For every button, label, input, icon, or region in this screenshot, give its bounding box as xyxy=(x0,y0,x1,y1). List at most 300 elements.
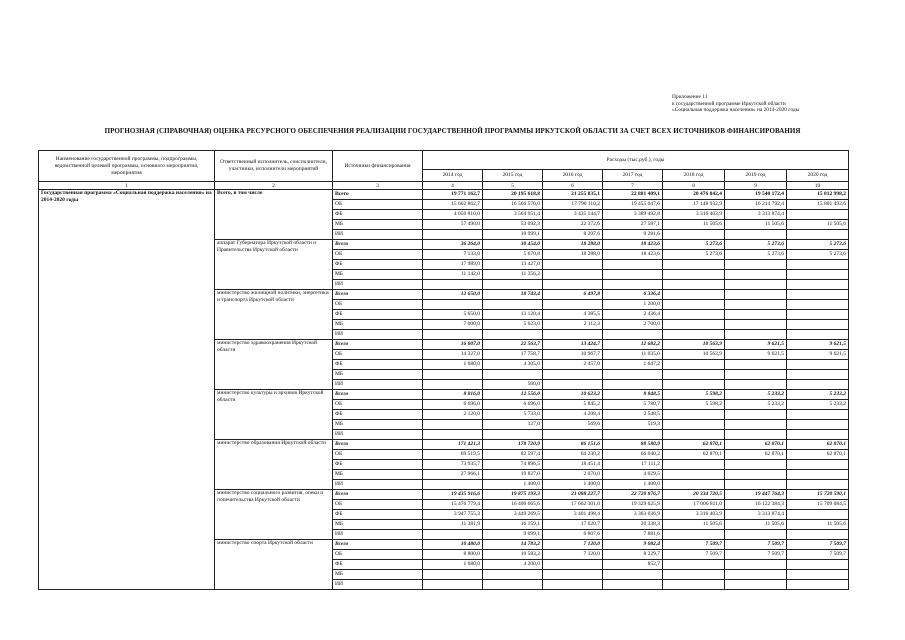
amount-cell xyxy=(725,470,787,480)
amount-cell xyxy=(603,380,663,390)
amount-cell xyxy=(787,480,849,490)
source-cell: МБ xyxy=(333,470,423,480)
amount-cell: 21 255 835,1 xyxy=(543,190,603,200)
amount-cell: 6 696,0 xyxy=(423,400,483,410)
amount-cell xyxy=(423,300,483,310)
amount-cell: 5 273,6 xyxy=(663,250,725,260)
amount-cell xyxy=(663,560,725,570)
amount-cell: 10 480,0 xyxy=(423,540,483,550)
amount-cell xyxy=(663,330,725,340)
amount-cell xyxy=(787,260,849,270)
amount-cell xyxy=(725,260,787,270)
amount-cell xyxy=(725,290,787,300)
header-year: 2019 год xyxy=(725,170,787,182)
amount-cell xyxy=(787,530,849,540)
amount-cell xyxy=(423,230,483,240)
amount-cell xyxy=(663,260,725,270)
amount-cell xyxy=(543,280,603,290)
amount-cell xyxy=(543,570,603,580)
amount-cell xyxy=(725,300,787,310)
source-cell: МБ xyxy=(333,370,423,380)
source-cell: ФБ xyxy=(333,560,423,570)
amount-cell: 19 447 764,3 xyxy=(725,490,787,500)
source-cell: ФБ xyxy=(333,460,423,470)
source-cell: МБ xyxy=(333,320,423,330)
amount-cell: 4 385,5 xyxy=(543,310,603,320)
source-cell: Всего xyxy=(333,490,423,500)
amount-cell xyxy=(725,330,787,340)
amount-cell xyxy=(787,370,849,380)
amount-cell xyxy=(543,430,603,440)
amount-cell: 1 400,0 xyxy=(543,480,603,490)
column-index: 10 xyxy=(787,182,849,190)
amount-cell: 127,0 xyxy=(483,420,543,430)
amount-cell xyxy=(663,460,725,470)
amount-cell: 1 400,0 xyxy=(603,480,663,490)
header-executor-column: Ответственный исполнитель, соисполнители, участники, исполнители мероприятий xyxy=(215,151,333,182)
source-cell: ФБ xyxy=(333,310,423,320)
amount-cell: 5 733,0 xyxy=(483,410,543,420)
amount-cell xyxy=(423,580,483,590)
amount-cell: 18 288,0 xyxy=(543,250,603,260)
amount-cell: 10 967,7 xyxy=(543,350,603,360)
appendix-line: к государственной программе Иркутской области xyxy=(672,100,786,107)
executor-cell: министерство здравоохранения Иркутской области xyxy=(215,340,333,390)
amount-cell: 5 598,2 xyxy=(663,390,725,400)
amount-cell xyxy=(787,230,849,240)
amount-cell: 519,3 xyxy=(603,420,663,430)
amount-cell: 4 029,5 xyxy=(603,470,663,480)
amount-cell xyxy=(787,210,849,220)
amount-cell: 15 709 084,5 xyxy=(787,500,849,510)
amount-cell: 8 207,6 xyxy=(543,230,603,240)
source-cell: Всего xyxy=(333,240,423,250)
amount-cell: 16 566 576,0 xyxy=(483,200,543,210)
amount-cell: 20 195 618,8 xyxy=(483,190,543,200)
amount-cell xyxy=(543,300,603,310)
amount-cell: 5 233,2 xyxy=(725,400,787,410)
amount-cell: 17 620,7 xyxy=(543,520,603,530)
amount-cell: 10 563,9 xyxy=(663,340,725,350)
source-cell: ОБ xyxy=(333,450,423,460)
amount-cell: 4 200,0 xyxy=(483,560,543,570)
amount-cell xyxy=(543,560,603,570)
amount-cell: 21 088 227,7 xyxy=(543,490,603,500)
executor-cell: министерство образования Иркутской области xyxy=(215,440,333,490)
amount-cell xyxy=(787,580,849,590)
amount-cell: 1 200,0 xyxy=(603,300,663,310)
amount-cell: 73 935,7 xyxy=(423,460,483,470)
amount-cell xyxy=(663,430,725,440)
amount-cell xyxy=(603,580,663,590)
amount-cell: 5 273,6 xyxy=(663,240,725,250)
amount-cell: 8 848,5 xyxy=(603,390,663,400)
source-cell: ИИ xyxy=(333,280,423,290)
amount-cell: 2 457,0 xyxy=(543,360,603,370)
amount-cell: 18 743,4 xyxy=(483,290,543,300)
amount-cell: 13 427,0 xyxy=(483,260,543,270)
appendix-note xyxy=(672,94,799,114)
amount-cell: 22 372,6 xyxy=(543,220,603,230)
amount-cell: 62 870,1 xyxy=(787,450,849,460)
amount-cell: 16 400 665,6 xyxy=(483,500,543,510)
amount-cell: 11 505,6 xyxy=(787,220,849,230)
amount-cell xyxy=(787,300,849,310)
amount-cell xyxy=(725,380,787,390)
amount-cell: 17 148 932,9 xyxy=(663,200,725,210)
amount-cell: 62 870,1 xyxy=(663,450,725,460)
amount-cell: 14 327,0 xyxy=(423,350,483,360)
amount-cell: 5 273,6 xyxy=(725,250,787,260)
amount-cell xyxy=(725,280,787,290)
amount-cell xyxy=(725,530,787,540)
amount-cell: 1 680,0 xyxy=(423,560,483,570)
amount-cell xyxy=(663,530,725,540)
amount-cell xyxy=(603,280,663,290)
amount-cell xyxy=(483,430,543,440)
amount-cell: 17 758,7 xyxy=(483,350,543,360)
amount-cell: 6 336,4 xyxy=(603,290,663,300)
amount-cell: 17 006 811,0 xyxy=(663,500,725,510)
source-cell: ФБ xyxy=(333,360,423,370)
amount-cell: 15 801 492,6 xyxy=(787,200,849,210)
amount-cell: 15 812 998,2 xyxy=(787,190,849,200)
amount-cell: 16 159,1 xyxy=(483,520,543,530)
amount-cell xyxy=(787,330,849,340)
amount-cell: 9 099,1 xyxy=(483,530,543,540)
amount-cell xyxy=(787,410,849,420)
amount-cell: 10 563,9 xyxy=(663,350,725,360)
executor-cell: Всего, в том числе xyxy=(215,190,333,240)
amount-cell xyxy=(725,360,787,370)
amount-cell xyxy=(663,570,725,580)
amount-cell: 7 509,7 xyxy=(725,540,787,550)
amount-cell: 5 845,2 xyxy=(543,400,603,410)
amount-cell: 17 111,2 xyxy=(603,460,663,470)
amount-cell: 74 896,5 xyxy=(483,460,543,470)
amount-cell: 19 540 172,4 xyxy=(725,190,787,200)
amount-cell: 19 827,0 xyxy=(483,470,543,480)
amount-cell: 4 208,4 xyxy=(543,410,603,420)
amount-cell: 7 000,0 xyxy=(423,320,483,330)
source-cell: ИИ xyxy=(333,530,423,540)
amount-cell xyxy=(725,370,787,380)
amount-cell: 8 229,7 xyxy=(603,550,663,560)
amount-cell: 20 334 720,5 xyxy=(663,490,725,500)
amount-cell: 82 597,4 xyxy=(483,450,543,460)
program-name-cell: Государственная программа «Социальная поддержка населения» на 2014-2020 годы xyxy=(39,190,215,590)
amount-cell: 14 783,2 xyxy=(483,540,543,550)
source-cell: ИИ xyxy=(333,480,423,490)
amount-cell: 15 662 862,7 xyxy=(423,200,483,210)
source-cell: МБ xyxy=(333,570,423,580)
amount-cell xyxy=(787,570,849,580)
amount-cell: 10 999,1 xyxy=(483,230,543,240)
header-year: 2017 год xyxy=(603,170,663,182)
amount-cell: 62 870,1 xyxy=(787,440,849,450)
amount-cell xyxy=(483,300,543,310)
amount-cell: 11 505,6 xyxy=(725,520,787,530)
amount-cell: 5 598,2 xyxy=(663,400,725,410)
amount-cell xyxy=(603,430,663,440)
amount-cell: 12 556,0 xyxy=(483,390,543,400)
amount-cell xyxy=(603,260,663,270)
amount-cell: 16 214 792,4 xyxy=(725,200,787,210)
source-cell: ИИ xyxy=(333,230,423,240)
amount-cell xyxy=(725,580,787,590)
amount-cell: 4 050 810,0 xyxy=(423,210,483,220)
amount-cell xyxy=(483,580,543,590)
amount-cell: 7 509,7 xyxy=(725,550,787,560)
amount-cell: 2 700,0 xyxy=(603,320,663,330)
amount-cell xyxy=(663,320,725,330)
amount-cell: 62 870,1 xyxy=(663,440,725,450)
source-cell: Всего xyxy=(333,390,423,400)
amount-cell xyxy=(543,260,603,270)
amount-cell xyxy=(725,230,787,240)
amount-cell: 66 040,2 xyxy=(603,450,663,460)
amount-cell: 18 423,6 xyxy=(603,250,663,260)
amount-cell: 15 720 590,1 xyxy=(787,490,849,500)
amount-cell: 17 662 301,0 xyxy=(543,500,603,510)
source-cell: ИИ xyxy=(333,430,423,440)
column-index: 2 xyxy=(215,182,333,190)
amount-cell: 5 233,2 xyxy=(787,400,849,410)
budget-table xyxy=(38,150,849,590)
amount-cell xyxy=(543,580,603,590)
amount-cell: 13 120,4 xyxy=(483,310,543,320)
source-cell: ОБ xyxy=(333,400,423,410)
executor-cell: министерство социального развития, опеки и попечительства Иркутской области xyxy=(215,490,333,540)
header-year: 2016 год xyxy=(543,170,603,182)
amount-cell xyxy=(663,300,725,310)
amount-cell: 3 947 755,3 xyxy=(423,510,483,520)
amount-cell xyxy=(787,470,849,480)
amount-cell xyxy=(423,370,483,380)
amount-cell xyxy=(543,270,603,280)
executor-cell: министерство жилищной политики, энергетики и транспорта Иркутской области xyxy=(215,290,333,340)
amount-cell: 62 870,1 xyxy=(725,440,787,450)
amount-cell: 5 273,6 xyxy=(725,240,787,250)
amount-cell: 2 436,4 xyxy=(603,310,663,320)
amount-cell: 9 281,6 xyxy=(603,230,663,240)
amount-cell xyxy=(787,430,849,440)
amount-cell xyxy=(725,430,787,440)
amount-cell xyxy=(423,280,483,290)
amount-cell: 7 509,7 xyxy=(663,540,725,550)
column-index: 7 xyxy=(603,182,663,190)
amount-cell: 6 696,0 xyxy=(483,400,543,410)
document-title: ПРОГНОЗНАЯ (СПРАВОЧНАЯ) ОЦЕНКА РЕСУРСНОГО ОБЕСПЕЧЕНИЯ РЕАЛИЗАЦИИ ГОСУДАРСТВЕННОЙ ПРОГРАММЫ ИРКУТСКОЙ ОБЛАСТИ ЗА СЧЕТ ВСЕХ ИСТОЧНИКОВ ФИНАНСИРОВАНИЯ xyxy=(104,127,801,135)
amount-cell xyxy=(603,330,663,340)
source-cell: Всего xyxy=(333,190,423,200)
amount-cell xyxy=(663,480,725,490)
amount-cell: 171 421,3 xyxy=(423,440,483,450)
amount-cell: 5 650,0 xyxy=(423,310,483,320)
amount-cell: 9 621,5 xyxy=(725,350,787,360)
amount-cell xyxy=(663,380,725,390)
source-cell: МБ xyxy=(333,420,423,430)
amount-cell: 11 035,0 xyxy=(603,350,663,360)
amount-cell: 9 621,5 xyxy=(787,340,849,350)
source-cell: МБ xyxy=(333,220,423,230)
appendix-line: «Социальная поддержка населения» на 2014-2020 годы xyxy=(672,107,800,114)
amount-cell xyxy=(725,270,787,280)
amount-cell: 9 621,5 xyxy=(725,340,787,350)
amount-cell: 19 771 162,7 xyxy=(423,190,483,200)
amount-cell xyxy=(663,310,725,320)
amount-cell: 7 509,7 xyxy=(663,550,725,560)
amount-cell: 3 313 874,4 xyxy=(725,210,787,220)
amount-cell: 11 505,6 xyxy=(663,220,725,230)
amount-cell: 7 133,0 xyxy=(423,250,483,260)
amount-cell: 69 519,5 xyxy=(423,450,483,460)
source-cell: ОБ xyxy=(333,200,423,210)
source-cell: ФБ xyxy=(333,410,423,420)
amount-cell: 7 881,6 xyxy=(603,530,663,540)
header-expenses: Расходы (тыс.руб.), годы xyxy=(423,151,849,170)
amount-cell: 7 509,7 xyxy=(787,550,849,560)
source-cell: ФБ xyxy=(333,510,423,520)
column-index: 6 xyxy=(543,182,603,190)
amount-cell xyxy=(543,330,603,340)
amount-cell: 7 120,0 xyxy=(543,540,603,550)
amount-cell: 12 682,2 xyxy=(603,340,663,350)
amount-cell: 7 120,0 xyxy=(543,550,603,560)
amount-cell: 19 435 916,6 xyxy=(423,490,483,500)
amount-cell: 11 505,6 xyxy=(787,520,849,530)
amount-cell: 9 082,4 xyxy=(603,540,663,550)
amount-cell: 57 490,0 xyxy=(423,220,483,230)
amount-cell: 2 120,0 xyxy=(423,410,483,420)
amount-cell: 3 316 403,9 xyxy=(663,210,725,220)
amount-cell: 18 423,6 xyxy=(603,240,663,250)
table-body xyxy=(39,190,849,590)
amount-cell xyxy=(787,320,849,330)
amount-cell: 20 338,3 xyxy=(603,520,663,530)
amount-cell xyxy=(423,430,483,440)
amount-cell: 5 273,6 xyxy=(787,240,849,250)
amount-cell: 27 966,1 xyxy=(423,470,483,480)
amount-cell: 4 305,0 xyxy=(483,360,543,370)
amount-cell: 20 476 842,4 xyxy=(663,190,725,200)
amount-cell: 19 455 047,6 xyxy=(603,200,663,210)
amount-cell xyxy=(663,360,725,370)
amount-cell: 6 497,8 xyxy=(543,290,603,300)
appendix-line: Приложение 11 xyxy=(672,94,708,100)
amount-cell: 86 151,6 xyxy=(543,440,603,450)
amount-cell xyxy=(423,420,483,430)
amount-cell: 36 264,0 xyxy=(423,240,483,250)
amount-cell: 64 230,2 xyxy=(543,450,603,460)
amount-cell xyxy=(663,370,725,380)
amount-cell: 2 112,3 xyxy=(543,320,603,330)
amount-cell xyxy=(603,270,663,280)
amount-cell: 27 587,1 xyxy=(603,220,663,230)
amount-cell xyxy=(603,370,663,380)
column-index: 8 xyxy=(663,182,725,190)
amount-cell: 11 381,9 xyxy=(423,520,483,530)
source-cell: ОБ xyxy=(333,300,423,310)
amount-cell xyxy=(787,310,849,320)
amount-cell: 8 800,0 xyxy=(423,550,483,560)
amount-cell: 5 623,0 xyxy=(483,320,543,330)
source-cell: ФБ xyxy=(333,260,423,270)
amount-cell xyxy=(787,280,849,290)
amount-cell xyxy=(787,420,849,430)
amount-cell xyxy=(423,380,483,390)
amount-cell: 5 273,6 xyxy=(787,250,849,260)
amount-cell: 569,6 xyxy=(543,420,603,430)
amount-cell: 13 424,7 xyxy=(543,340,603,350)
header-source-column: Источники финансирования xyxy=(333,151,423,182)
header-year: 2018 год xyxy=(663,170,725,182)
amount-cell xyxy=(423,480,483,490)
amount-cell: 2 070,0 xyxy=(543,470,603,480)
table-row xyxy=(39,190,849,200)
amount-cell: 30 454,0 xyxy=(483,240,543,250)
amount-cell xyxy=(663,280,725,290)
amount-cell xyxy=(483,570,543,580)
amount-cell: 5 780,7 xyxy=(603,400,663,410)
amount-cell xyxy=(663,580,725,590)
amount-cell: 5 233,2 xyxy=(725,390,787,400)
amount-cell: 53 092,3 xyxy=(483,220,543,230)
amount-cell xyxy=(663,470,725,480)
column-index: 1 xyxy=(39,182,215,190)
amount-cell: 1 680,0 xyxy=(423,360,483,370)
amount-cell: 19 329 625,9 xyxy=(603,500,663,510)
amount-cell xyxy=(725,460,787,470)
amount-cell: 3 564 951,4 xyxy=(483,210,543,220)
amount-cell: 11 142,0 xyxy=(423,270,483,280)
amount-cell xyxy=(483,280,543,290)
amount-cell: 88 580,9 xyxy=(603,440,663,450)
amount-cell xyxy=(725,310,787,320)
amount-cell: 5 233,2 xyxy=(787,390,849,400)
source-cell: ФБ xyxy=(333,210,423,220)
amount-cell: 3 449 269,5 xyxy=(483,510,543,520)
amount-cell xyxy=(543,370,603,380)
source-cell: ИИ xyxy=(333,330,423,340)
amount-cell: 3 316 403,9 xyxy=(663,510,725,520)
amount-cell: 3 389 492,8 xyxy=(603,210,663,220)
amount-cell: 22 881 409,1 xyxy=(603,190,663,200)
source-cell: ИИ xyxy=(333,580,423,590)
amount-cell: 18 288,0 xyxy=(543,240,603,250)
source-cell: Всего xyxy=(333,440,423,450)
amount-cell xyxy=(663,230,725,240)
amount-cell xyxy=(725,410,787,420)
source-cell: ОБ xyxy=(333,250,423,260)
amount-cell: 3 435 144,7 xyxy=(543,210,603,220)
amount-cell: 15 476 779,4 xyxy=(423,500,483,510)
column-index: 5 xyxy=(483,182,543,190)
amount-cell: 62 870,1 xyxy=(725,450,787,460)
amount-cell: 11 505,6 xyxy=(725,220,787,230)
amount-cell xyxy=(663,270,725,280)
source-cell: ОБ xyxy=(333,550,423,560)
amount-cell xyxy=(603,570,663,580)
amount-cell xyxy=(663,420,725,430)
amount-cell xyxy=(725,570,787,580)
amount-cell: 500,0 xyxy=(483,380,543,390)
amount-cell: 3 313 874,4 xyxy=(725,510,787,520)
amount-cell: 18 451,4 xyxy=(543,460,603,470)
amount-cell: 3 363 036,9 xyxy=(603,510,663,520)
amount-cell: 9 621,5 xyxy=(787,350,849,360)
amount-cell: 12 650,0 xyxy=(423,290,483,300)
